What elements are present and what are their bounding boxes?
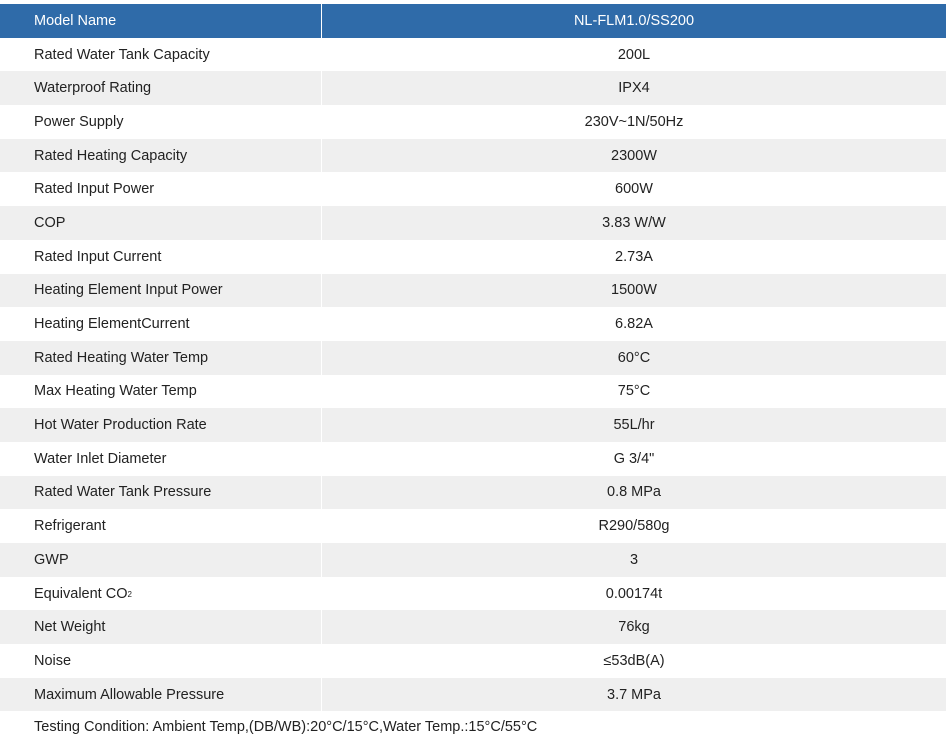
table-row bbox=[0, 610, 946, 644]
spec-label bbox=[0, 172, 322, 206]
spec-label bbox=[0, 577, 322, 611]
spec-label bbox=[0, 408, 322, 442]
table-row bbox=[0, 408, 946, 442]
table-row bbox=[0, 509, 946, 543]
spec-label-text: GWP bbox=[34, 551, 69, 568]
table-row bbox=[0, 543, 946, 577]
spec-label-text: Rated Input Power bbox=[34, 181, 155, 198]
spec-table bbox=[0, 4, 946, 711]
spec-value: 230V~1N/50Hz bbox=[584, 113, 684, 130]
spec-value: 76kg bbox=[618, 619, 650, 636]
spec-label-text: Rated Water Tank Capacity bbox=[34, 46, 210, 63]
spec-label-text: Power Supply bbox=[34, 113, 124, 130]
spec-label bbox=[0, 375, 322, 409]
spec-value: G 3/4" bbox=[613, 450, 655, 467]
spec-value: 1500W bbox=[611, 282, 657, 299]
spec-value: 3.83 W/W bbox=[602, 214, 666, 231]
table-row bbox=[0, 678, 946, 712]
table-header-row bbox=[0, 4, 946, 38]
spec-label bbox=[0, 105, 322, 139]
spec-label-text: Heating Element Input Power bbox=[34, 282, 223, 299]
table-row bbox=[0, 307, 946, 341]
spec-label bbox=[0, 476, 322, 510]
spec-label-subscript: 2 bbox=[127, 590, 132, 600]
spec-value: 3 bbox=[629, 551, 639, 568]
spec-label-text: Hot Water Production Rate bbox=[34, 417, 207, 434]
spec-value: 0.00174t bbox=[605, 585, 663, 602]
spec-label bbox=[0, 610, 322, 644]
header-label: Model Name bbox=[0, 4, 322, 38]
spec-value: 6.82A bbox=[615, 316, 653, 333]
spec-label-text: Rated Input Current bbox=[34, 248, 162, 265]
table-row bbox=[0, 38, 946, 72]
table-row bbox=[0, 71, 946, 105]
spec-value: ≤53dB(A) bbox=[603, 652, 665, 669]
table-row bbox=[0, 105, 946, 139]
spec-value: 3.7 MPa bbox=[607, 686, 661, 703]
table-row bbox=[0, 274, 946, 308]
table-row bbox=[0, 341, 946, 375]
spec-label bbox=[0, 240, 322, 274]
table-row bbox=[0, 240, 946, 274]
spec-label bbox=[0, 206, 322, 240]
spec-label-text: Refrigerant bbox=[34, 518, 106, 535]
spec-value: 2.73A bbox=[615, 248, 653, 265]
spec-label bbox=[0, 509, 322, 543]
header-model-value: NL-FLM1.0/SS200 bbox=[573, 12, 695, 29]
spec-label bbox=[0, 71, 322, 105]
spec-label bbox=[0, 678, 322, 712]
spec-value: 60°C bbox=[617, 349, 651, 366]
spec-value: 75°C bbox=[617, 383, 651, 400]
table-body bbox=[0, 38, 946, 712]
spec-label-text: Noise bbox=[34, 652, 72, 669]
spec-label-text: Max Heating Water Temp bbox=[34, 383, 197, 400]
table-row bbox=[0, 644, 946, 678]
spec-label bbox=[0, 274, 322, 308]
spec-label bbox=[0, 543, 322, 577]
table-row bbox=[0, 139, 946, 173]
table-row bbox=[0, 577, 946, 611]
spec-value: 0.8 MPa bbox=[607, 484, 661, 501]
spec-value: 200L bbox=[617, 46, 651, 63]
spec-label bbox=[0, 307, 322, 341]
spec-label-text: Heating ElementCurrent bbox=[34, 316, 190, 333]
spec-value: IPX4 bbox=[618, 80, 650, 97]
spec-value: 55L/hr bbox=[613, 417, 655, 434]
spec-label-text: Rated Heating Capacity bbox=[34, 147, 188, 164]
table-row bbox=[0, 442, 946, 476]
spec-label bbox=[0, 341, 322, 375]
spec-label-text: Maximum Allowable Pressure bbox=[34, 686, 225, 703]
spec-value: R290/580g bbox=[598, 518, 670, 535]
spec-label-text: Equivalent CO bbox=[34, 585, 128, 602]
spec-label-text: Water Inlet Diameter bbox=[34, 450, 167, 467]
spec-label-text: Rated Water Tank Pressure bbox=[34, 484, 212, 501]
spec-value: 2300W bbox=[611, 147, 657, 164]
table-row bbox=[0, 172, 946, 206]
testing-condition-footnote: Testing Condition: Ambient Temp,(DB/WB):20°C/15°C,Water Temp.:15°C/55°C bbox=[34, 719, 538, 735]
spec-label bbox=[0, 442, 322, 476]
spec-label-text: COP bbox=[34, 214, 66, 231]
spec-label bbox=[0, 644, 322, 678]
spec-label-text: Rated Heating Water Temp bbox=[34, 349, 209, 366]
spec-label-text: Waterproof Rating bbox=[34, 80, 152, 97]
spec-value: 600W bbox=[615, 181, 653, 198]
table-row bbox=[0, 476, 946, 510]
spec-label bbox=[0, 38, 322, 72]
table-row bbox=[0, 375, 946, 409]
spec-label bbox=[0, 139, 322, 173]
spec-label-text: Net Weight bbox=[34, 619, 106, 636]
table-row bbox=[0, 206, 946, 240]
